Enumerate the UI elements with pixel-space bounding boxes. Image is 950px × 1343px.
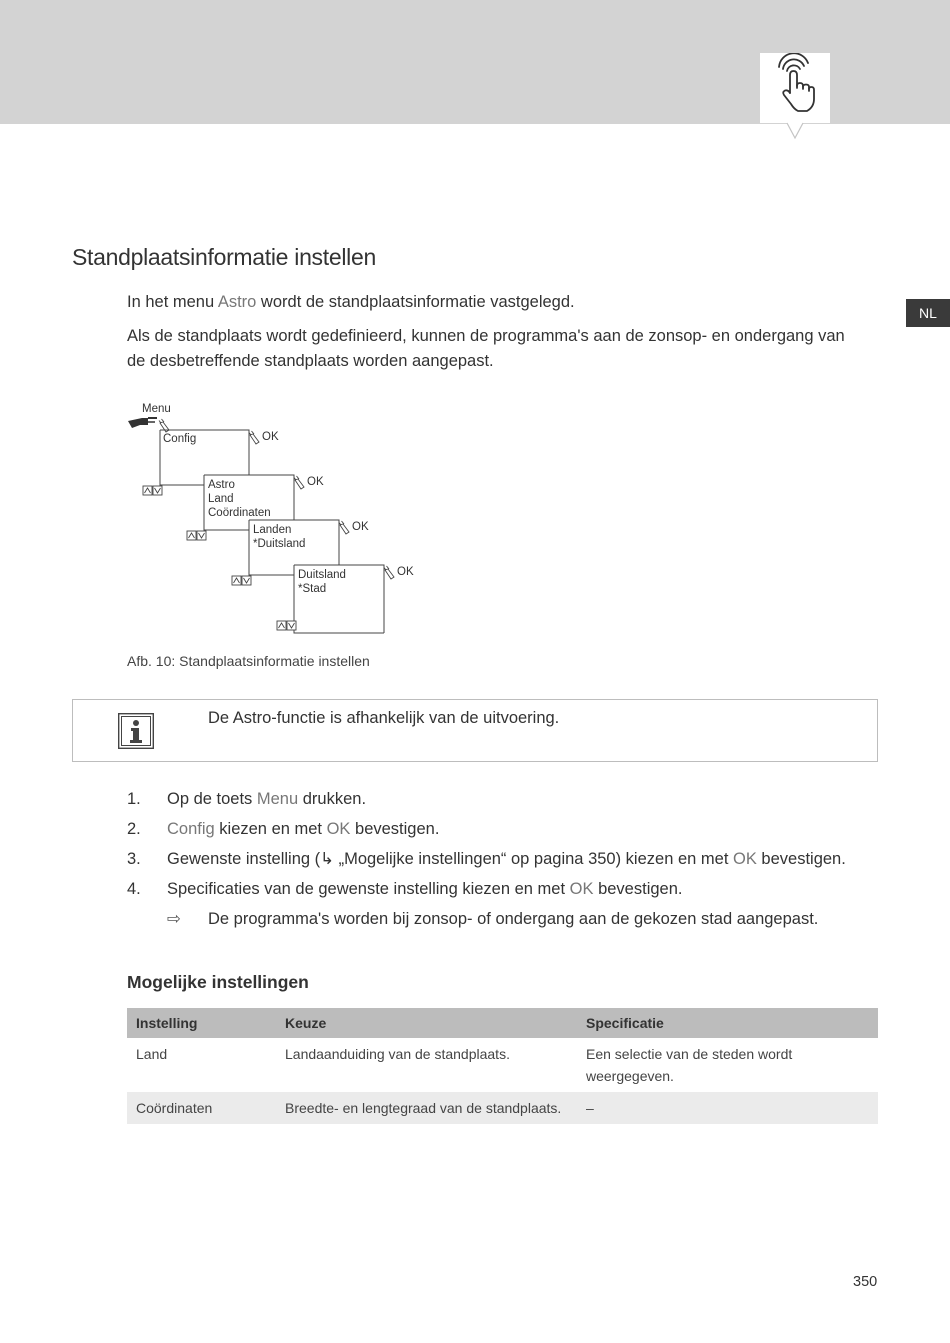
tab-pointer xyxy=(786,122,804,140)
diagram-ok-2: OK xyxy=(307,476,324,488)
step-text: Specificaties van de gewenste instelling kiezen en met OK bevestigen. xyxy=(167,880,683,898)
diagram-ok-1: OK xyxy=(262,431,279,443)
diagram-ok-3: OK xyxy=(352,521,369,533)
table-header: Specificatie xyxy=(577,1008,878,1038)
step-2 xyxy=(127,817,887,847)
table-header-row xyxy=(127,1008,878,1038)
pointing-hand-icon xyxy=(128,418,157,428)
diagram-box-land: Land xyxy=(208,493,234,505)
step-number: 1. xyxy=(127,790,141,808)
ui-term-ok: OK xyxy=(569,880,594,898)
cross-reference-icon: ↳ xyxy=(320,850,334,868)
page-title: Standplaatsinformatie instellen xyxy=(72,244,376,270)
diagram-ok-4: OK xyxy=(397,566,414,578)
ui-term-astro: Astro xyxy=(217,293,257,311)
step-3 xyxy=(127,847,887,877)
diagram-box-stad: *Stad xyxy=(298,583,327,595)
diagram-box-config: Config xyxy=(163,433,197,445)
table-cell: Coördinaten xyxy=(127,1092,276,1124)
table-row xyxy=(127,1092,878,1124)
diagram-menu-label: Menu xyxy=(142,403,171,415)
intro-paragraph-2: Als de standplaats wordt gedefinieerd, kunnen de programma's aan de zonsop- en ondergang van de desbetreffende standplaats worden aangepast. xyxy=(127,327,845,370)
diagram-box-duitsland-selected: *Duitsland xyxy=(253,538,306,550)
step-4 xyxy=(127,877,887,907)
diagram-box-coordinaten: Coördinaten xyxy=(208,507,271,519)
table-row xyxy=(127,1038,878,1092)
instruction-steps xyxy=(127,787,887,937)
step-text: Gewenste instelling (↳ „Mogelijke instellingen“ op pagina 350) kiezen en met OK bevestigen. xyxy=(167,850,846,868)
step-1 xyxy=(127,787,887,817)
figure-caption: Afb. 10: Standplaatsinformatie instellen xyxy=(127,653,370,669)
diagram-box-landen: Landen xyxy=(253,524,292,536)
table-cell: Breedte- en lengtegraad van de standplaats. xyxy=(276,1092,577,1124)
info-note-text: De Astro-functie is afhankelijk van de uitvoering. xyxy=(208,709,560,727)
settings-table xyxy=(127,1008,878,1124)
language-tab: NL xyxy=(906,299,950,327)
settings-heading: Mogelijke instellingen xyxy=(127,972,309,992)
step-number: 2. xyxy=(127,820,141,838)
result-text: De programma's worden bij zonsop- of ondergang aan de gekozen stad aangepast. xyxy=(208,910,819,928)
table-cell: Land xyxy=(136,1046,168,1062)
table-header: Instelling xyxy=(127,1008,276,1038)
table-cell: Een selectie van de steden wordt weergegeven. xyxy=(586,1046,793,1084)
page-number: 350 xyxy=(853,1274,878,1290)
table-cell: – xyxy=(577,1092,878,1124)
step-result xyxy=(127,907,887,937)
step-text: Config kiezen en met OK bevestigen. xyxy=(167,820,440,838)
table-header: Keuze xyxy=(276,1008,577,1038)
touch-hand-icon xyxy=(760,53,830,123)
info-note-box xyxy=(72,699,878,762)
ui-term-config: Config xyxy=(167,820,215,838)
ui-term-ok: OK xyxy=(326,820,351,838)
table-cell: Landaanduiding van de standplaats. xyxy=(285,1046,510,1062)
result-arrow-icon: ⇨ xyxy=(167,910,181,928)
ui-term-ok: OK xyxy=(732,850,757,868)
menu-diagram xyxy=(120,398,440,643)
diagram-box-duitsland: Duitsland xyxy=(298,569,346,581)
intro-paragraph-1: In het menu Astro wordt de standplaatsinformatie vastgelegd. xyxy=(127,293,575,311)
info-icon xyxy=(118,713,154,749)
diagram-box-astro: Astro xyxy=(208,479,235,491)
step-number: 4. xyxy=(127,880,141,898)
touch-operation-tab xyxy=(760,53,830,123)
step-number: 3. xyxy=(127,850,141,868)
cross-reference-link[interactable]: „Mogelijke instellingen“ op pagina 350) kiezen en met xyxy=(334,850,733,868)
step-text: Op de toets Menu drukken. xyxy=(167,790,367,808)
ui-term-menu: Menu xyxy=(256,790,299,808)
